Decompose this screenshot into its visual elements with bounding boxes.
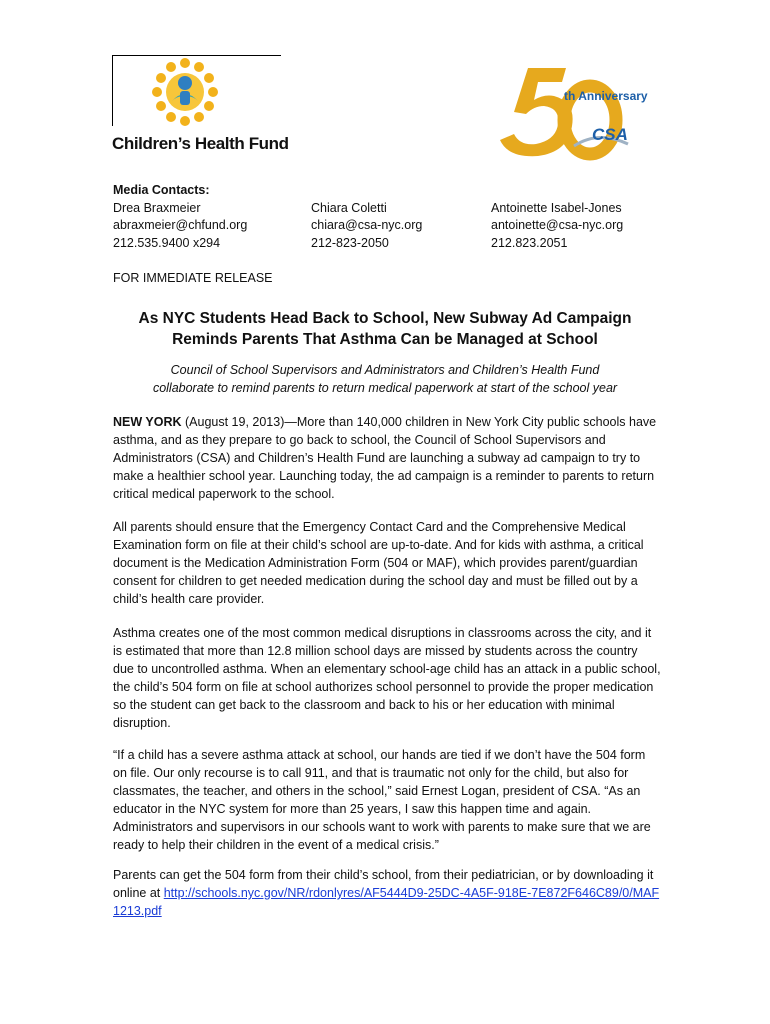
fifty-emblem-icon <box>478 60 648 165</box>
subhead-line-1: Council of School Supervisors and Administrators and Children’s Health Fund <box>170 363 600 377</box>
paragraph-2: All parents should ensure that the Emergency Contact Card and the Comprehensive Medical Examination form on file at their child’s school are up-to-date. And for kids with asthma, a critical document is the Medication Administration Form (504 or MAF), which provides parent/guardian consent for children to get needed medication during the school day and must be filled out by a child’s health care provider. <box>113 520 644 606</box>
contact-email[interactable]: chiara@csa-nyc.org <box>311 218 423 232</box>
paragraph-5-text: Parents can get the 504 form from their child’s school, from their pediatrician, or by downloading it online at <box>113 868 654 900</box>
subheadline <box>100 362 670 397</box>
anniversary-label: th Anniversary <box>564 89 648 103</box>
contact-phone: 212.823.2051 <box>491 235 568 250</box>
csa-50th-anniversary-logo <box>478 60 648 165</box>
dateline: NEW YORK <box>113 415 182 429</box>
childrens-health-fund-logo <box>112 55 289 157</box>
contact-name: Drea Braxmeier <box>113 200 201 215</box>
subhead-line-2: collaborate to remind parents to return medical paperwork at start of the school year <box>152 380 618 395</box>
chf-brand-name: Children’s Health Fund <box>112 134 289 153</box>
csa-label: CSA <box>592 125 628 144</box>
contact-isabel-jones <box>491 200 623 253</box>
paragraph-1 <box>113 413 661 503</box>
contact-braxmeier <box>113 200 247 253</box>
media-contacts <box>113 182 673 250</box>
paragraph-1-text: (August 19, 2013)—More than 140,000 children in New York City public schools have asthma, and as they prepare to go back to school, the Council of School Supervisors and Administrators (CSA) and Children’s Health Fund are launching a subway ad campaign to try to make a healthier school year. Launching today, the ad campaign is a reminder to parents to return critical medical paperwork to the school. <box>113 415 657 501</box>
headline-line-1: As NYC Students Head Back to School, New Subway Ad Campaign <box>138 310 632 327</box>
release-line: FOR IMMEDIATE RELEASE <box>113 271 273 285</box>
contact-coletti <box>311 200 422 253</box>
media-contacts-title: Media Contacts: <box>113 183 210 197</box>
contact-name: Antoinette Isabel-Jones <box>491 200 622 215</box>
maf-form-link[interactable]: http://schools.nyc.gov/NR/rdonlyres/AF5444D9-25DC-4A5F-918E-7E872F646C89/0/MAF1213.pdf <box>113 886 660 918</box>
contact-email[interactable]: abraxmeier@chfund.org <box>113 218 248 232</box>
contact-phone: 212.535.9400 x294 <box>113 235 221 250</box>
contact-email[interactable]: antoinette@csa-nyc.org <box>491 218 624 232</box>
contact-phone: 212-823-2050 <box>311 235 389 250</box>
sun-child-icon <box>150 57 220 127</box>
headline <box>100 308 670 350</box>
paragraph-5 <box>113 866 661 920</box>
headline-line-2: Reminds Parents That Asthma Can be Managed at School <box>172 331 598 348</box>
contact-name: Chiara Coletti <box>311 200 387 215</box>
paragraph-4-quote: “If a child has a severe asthma attack at school, our hands are tied if we don’t have the 504 form on file. Our only recourse is to call 911, and that is traumatic not only for the child, but also for classmates, the teacher, and others in the school,” said Ernest Logan, president of CSA. “As an educator in the NYC system for more than 25 years, I saw this happen time and again. Administrators and supervisors in our schools want to work with parents to make sure that we are ready to help their children in the event of a medical crisis.” <box>113 748 651 852</box>
paragraph-3: Asthma creates one of the most common medical disruptions in classrooms across the city, and it is estimated that more than 12.8 million school days are missed by students across the country due to uncontrolled asthma. When an elementary school-age child has an attack in a public school, the child’s 504 form on file at school authorizes school personnel to provide the proper medication so the student can get back to the classroom and back to his or her education with minimal disruption. <box>113 626 661 730</box>
